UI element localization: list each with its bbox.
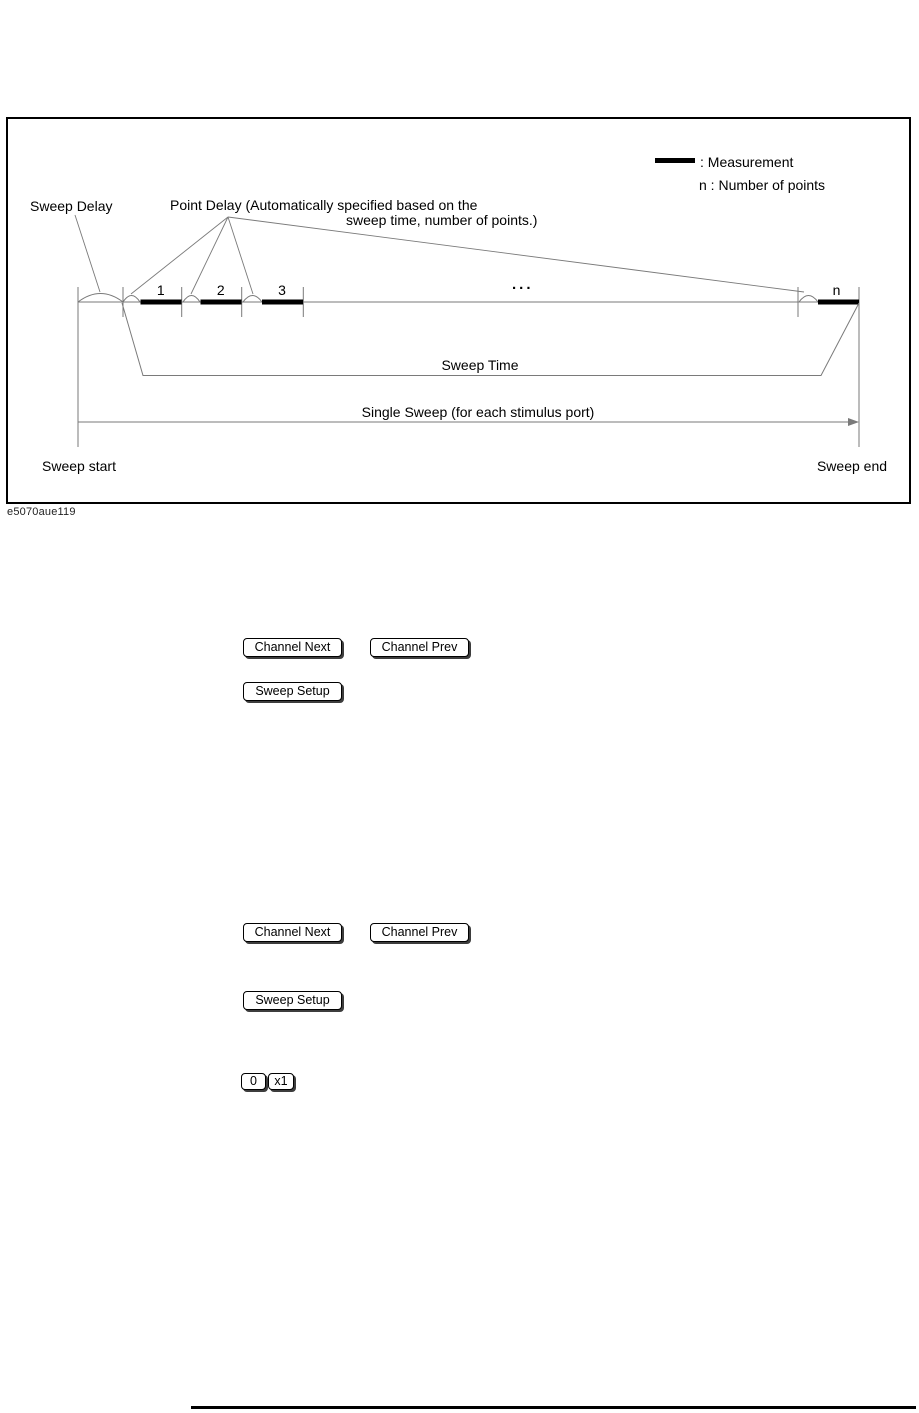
legend-points-label: n : Number of points	[699, 177, 826, 193]
sweep-time-label: Sweep Time	[441, 357, 519, 373]
footer-rule	[191, 1406, 916, 1409]
figure-caption: e5070aue119	[7, 506, 76, 518]
point-delay-hump-2	[183, 296, 200, 303]
sweep-start-label: Sweep start	[42, 458, 116, 474]
sweep-delay-hump	[78, 294, 123, 303]
figure-border	[7, 118, 910, 503]
measurement-bar-2	[201, 300, 242, 305]
sweep-delay-pointer-line	[75, 215, 100, 292]
channel-prev-softkey-1[interactable]: Channel Prev	[370, 638, 469, 657]
channel-next-softkey-1[interactable]: Channel Next	[243, 638, 342, 657]
point-number-n: n	[832, 282, 841, 298]
point-number-1: 1	[156, 282, 165, 298]
sweep-end-label: Sweep end	[816, 458, 888, 474]
legend	[655, 154, 825, 193]
sweep-setup-softkey-1[interactable]: Sweep Setup	[243, 682, 342, 701]
measurement-bar-n	[818, 300, 859, 305]
sweep-setup-softkey-2[interactable]: Sweep Setup	[243, 991, 342, 1010]
channel-next-softkey-2[interactable]: Channel Next	[243, 923, 342, 942]
point-number-2: 2	[216, 282, 225, 298]
channel-prev-softkey-2[interactable]: Channel Prev	[370, 923, 469, 942]
zero-key[interactable]: 0	[241, 1073, 266, 1090]
ellipsis-dots: ...	[512, 276, 534, 293]
sweep-delay-label: Sweep Delay	[30, 198, 113, 214]
delay-humps	[78, 294, 818, 303]
point-delay-pointer-line-3	[228, 217, 253, 294]
point-delay-hump-1	[123, 296, 140, 303]
x1-key[interactable]: x1	[268, 1073, 294, 1090]
point-delay-label-line1: Point Delay (Automatically specified based on the	[170, 197, 478, 213]
measurement-bar-3	[262, 300, 303, 305]
point-delay-hump-n	[799, 296, 818, 303]
single-sweep-label: Single Sweep (for each stimulus port)	[361, 404, 595, 420]
sweep-timing-diagram	[6, 117, 911, 504]
point-number-3: 3	[278, 282, 286, 298]
legend-measurement-label: : Measurement	[700, 154, 794, 170]
legend-measurement-bar-icon	[655, 158, 695, 163]
single-sweep-arrowhead-icon	[848, 418, 859, 426]
measurement-bar-1	[141, 300, 182, 305]
sweep-timing-figure	[6, 117, 911, 504]
point-delay-label-line2: sweep time, number of points.)	[346, 212, 538, 228]
point-delay-hump-3	[243, 296, 262, 303]
point-delay-pointer-line-1	[131, 217, 228, 294]
